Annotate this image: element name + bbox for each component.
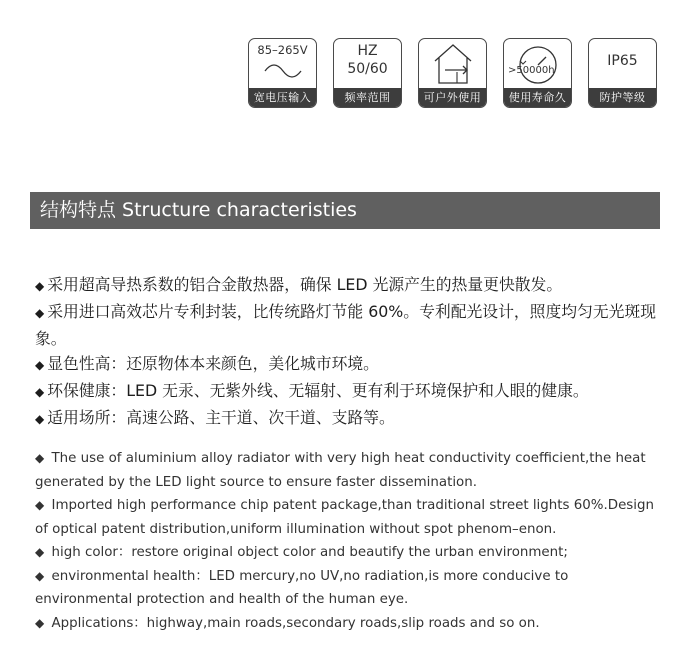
- bullet-icon: ◆: [35, 451, 45, 465]
- bullet-icon: ◆: [35, 358, 45, 372]
- outdoor-feature: [418, 38, 487, 108]
- feature-icons-row: [0, 38, 700, 110]
- lifespan-feature: [503, 38, 572, 108]
- english-feature-list: [35, 447, 665, 635]
- section-header: [30, 192, 660, 229]
- voltage-caption: 宽电压输入: [249, 88, 316, 107]
- voltage-feature: [248, 38, 317, 108]
- lifespan-caption: 使用寿命久: [504, 88, 571, 107]
- cn-list-item: ◆ 适用场所：高速公路、主干道、次干道、支路等。: [35, 408, 395, 427]
- protection-caption: 防护等级: [589, 88, 656, 107]
- en-list-item: ◆ high color：restore original object color and beautify the urban environment;: [35, 545, 568, 560]
- en-list-item: ◆ The use of aluminium alloy radiator with very high heat conductivity coefficient,the heat generated by the LED light source to ensure faster dissemination.: [35, 451, 646, 490]
- frequency-icon: [334, 39, 401, 89]
- bullet-icon: ◆: [35, 306, 45, 320]
- frequency-feature: [333, 38, 402, 108]
- frequency-value-text: 50/60: [347, 61, 388, 77]
- bullet-icon: ◆: [35, 412, 45, 426]
- protection-feature: [588, 38, 657, 108]
- house-icon: [419, 39, 487, 89]
- cn-list-item: ◆ 采用进口高效芯片专利封装，比传统路灯节能 60%。专利配光设计，照度均匀无光斑现象。: [35, 302, 657, 348]
- bullet-icon: ◆: [35, 615, 45, 630]
- bullet-icon: ◆: [35, 498, 45, 512]
- cn-list-item: ◆ 显色性高：还原物体本来颜色，美化城市环境。: [35, 354, 379, 373]
- shield-icon: [589, 39, 656, 89]
- outdoor-caption: 可户外使用: [419, 88, 486, 107]
- cn-list-item: ◆ 环保健康：LED 无汞、无紫外线、无辐射、更有利于环境保护和人眼的健康。: [35, 381, 589, 400]
- wave-icon: [249, 39, 317, 89]
- bullet-icon: ◆: [35, 385, 45, 399]
- bullet-icon: ◆: [35, 279, 45, 293]
- frequency-unit-text: HZ: [357, 43, 378, 59]
- en-list-item: ◆ environmental health：LED mercury,no UV,no radiation,is more conducive to environmental protection and health of the human eye.: [35, 568, 569, 607]
- voltage-range-text: 85–265V: [257, 43, 308, 57]
- bullet-icon: ◆: [35, 568, 45, 583]
- frequency-caption: 频率范围: [334, 88, 401, 107]
- lifespan-hours-text: >50000h: [508, 65, 555, 76]
- cn-list-item: ◆ 采用超高导热系数的铝合金散热器，确保 LED 光源产生的热量更快散发。: [35, 275, 563, 294]
- ip-rating-text: IP65: [607, 53, 638, 69]
- section-title: 结构特点 Structure characteristies: [40, 199, 357, 221]
- chinese-feature-list: [35, 272, 665, 432]
- en-list-item: ◆ Imported high performance chip patent package,than traditional street lights 60%.Design of optical patent distribution,uniform illumination without spot phenom–enon.: [35, 498, 654, 537]
- clock-icon: [504, 39, 572, 89]
- en-list-item: ◆ Applications：highway,main roads,secondary roads,slip roads and so on.: [35, 615, 540, 631]
- bullet-icon: ◆: [35, 545, 45, 559]
